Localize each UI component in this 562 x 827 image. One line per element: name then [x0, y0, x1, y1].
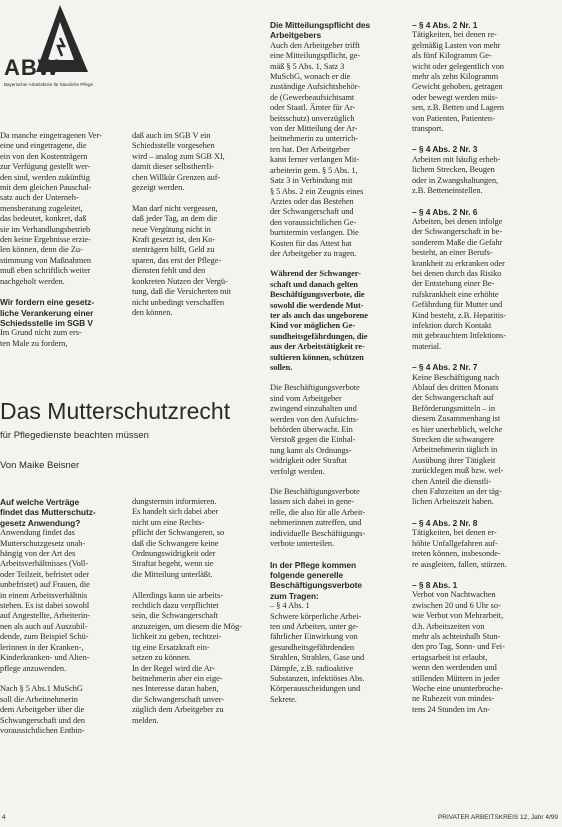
text-line: den voraussichtlichen Ge- — [270, 217, 357, 227]
text-line: oder in Zwangshaltungen, — [412, 175, 499, 185]
section-heading: Arbeitgebers — [270, 30, 322, 41]
text-line — [0, 674, 122, 684]
text-line: daß auch im SGB V ein — [132, 131, 211, 140]
paragraph-reference: – § 4 Abs. 2 Nr. 7 — [412, 362, 478, 373]
text-line: Die Beschäftigungsverbote — [270, 383, 360, 393]
text-line: sie im Verhandlungsbetrieb — [0, 224, 91, 234]
text-line: krankheit zu erkranken oder — [412, 258, 505, 268]
text-line: sollen. — [270, 363, 293, 372]
text-line: tens 24 Stunden im An- — [412, 704, 490, 714]
text-line: lerinnen in der Kranken-, — [0, 642, 84, 652]
text-line: sonderem Maße die Gefahr — [412, 237, 503, 247]
text-line: muß eben schriftlich weiter — [0, 266, 91, 276]
text-line: Auch den Arbeitgeber trifft — [270, 40, 360, 50]
text-line: Beschäftigungsverbote, die — [270, 290, 365, 300]
text-line: Mutterschutzgesetz unab- — [0, 538, 86, 548]
text-line: von Patienten, Patienten- — [412, 113, 495, 123]
text-line: wenn den werdenden und — [412, 663, 497, 673]
section-heading: Wir fordern eine gesetz- — [0, 297, 95, 308]
text-line: hängig von der Art des — [0, 549, 76, 559]
text-line: Arbeiten, bei denen infolge — [412, 216, 503, 226]
text-line: relle, die also für alle Arbeit- — [270, 507, 366, 517]
text-line: Kinderkranken- und Alten- — [0, 653, 90, 663]
text-line: Kosten für das Attest hat — [270, 238, 352, 248]
article-author: Von Maike Beisner — [0, 460, 80, 471]
text-line: in einem Arbeitsverhältnis — [0, 590, 88, 600]
text-line: eine Mitteilungspflicht, ge- — [270, 51, 361, 61]
text-line: z.B. Betteneinstellen. — [412, 186, 483, 196]
text-line: nicht unbedingt verschaffen — [132, 297, 224, 307]
text-line: Anwendung findet das — [0, 528, 75, 538]
text-line: setzen zu können. — [132, 653, 191, 663]
text-line: melden. — [132, 715, 159, 725]
text-line: len können, denn die Zu- — [0, 245, 83, 255]
text-line: besteht, an einer Berufs- — [412, 248, 493, 258]
text-line: der Arbeitgeber zu tragen. — [270, 248, 357, 258]
text-line: tig eine Ersatzkraft ein- — [132, 642, 210, 652]
text-line: re ausgleiten, fallen, stürzen. — [412, 559, 507, 569]
abw-logo — [0, 0, 118, 92]
text-line: zwischen 20 und 6 Uhr so- — [412, 600, 501, 610]
text-line: behörden überwacht. Ein — [270, 425, 353, 435]
text-line: zwingend einzuhalten und — [270, 404, 357, 414]
text-line: chen Fahrzeiten an der täg- — [412, 487, 502, 497]
text-line: Tätigkeiten, bei denen re- — [412, 30, 497, 40]
section-heading: liche Verankerung einer — [0, 307, 94, 318]
text-line: werden von den Aufsichts- — [270, 414, 359, 424]
text-line: Arbeiten mit häufig erheb- — [412, 154, 501, 164]
text-line: sultieren können, schützen — [270, 352, 364, 362]
text-line: neue Vergütung nicht in — [132, 224, 211, 234]
text-line: den pro Tag, Sonn- und Fei- — [412, 642, 505, 652]
section-heading: findet das Mutterschutz- — [0, 507, 96, 518]
text-line: Strahlen, Strahlen, Gase und — [270, 653, 365, 663]
text-line: ten und Arbeiten, unter ge- — [270, 621, 359, 631]
text-line: mehr als zehn Kilogramm — [412, 72, 499, 82]
text-line: mensberatung zugeleitet, — [0, 203, 83, 213]
text-line: Satz 3 in Verbindung mit — [270, 176, 353, 186]
text-line: sowohl die werdende Mut- — [270, 300, 364, 310]
text-line: voraussichtlichen Entbin- — [0, 725, 85, 735]
text-line: anzuzeigen, um diesem die Mög- — [132, 621, 242, 631]
text-line: es hier unerheblich, welche — [412, 424, 503, 434]
section-heading: zum Tragen: — [270, 590, 319, 601]
text-line: aus der Arbeitstätigkeit re- — [270, 342, 365, 352]
section-heading: Beschäftigungsverbote — [270, 580, 363, 591]
text-line: de (Gewerbeaufsichtsamt — [270, 92, 355, 102]
text-line: Man darf nicht vergessen, — [132, 203, 218, 213]
text-line: oder Teilzeit, befristet oder — [0, 569, 89, 579]
paragraph-reference: – § 4 Abs. 2 Nr. 6 — [412, 206, 478, 217]
text-line: der Schwangerschaft auf — [412, 393, 494, 403]
text-line: ten hat. Der Arbeitgeber — [270, 144, 350, 154]
text-line: stenträgern hilft, Geld zu — [132, 245, 215, 255]
text-line: Gefährdung für Mutter und — [412, 300, 503, 310]
text-line: daß die Schwangere keine — [132, 538, 219, 548]
text-line: ein von den Kostenträgern — [0, 151, 88, 161]
text-line: rufskrankheit eine erhöhte — [412, 289, 499, 299]
text-line: mit dem gleichen Pauschal- — [0, 183, 92, 193]
text-line: transport. — [412, 124, 444, 134]
text-line: Woche eine ununterbroche- — [412, 683, 504, 693]
text-line: Sekrete. — [270, 694, 297, 704]
footer-right: PRIVATER ARBEITSKREIS 12, Jahr 4/99 — [437, 814, 558, 821]
text-line: die Mitteilung unterläßt. — [132, 569, 213, 579]
column-1-bottom — [0, 497, 122, 736]
text-line: der Entstehung einer Be- — [412, 279, 495, 289]
text-line: verfolgt werden. — [270, 466, 325, 476]
paragraph-reference: – § 4 Abs. 2 Nr. 1 — [412, 20, 478, 30]
text-line: lichkeit zu geben, rechtzei- — [132, 632, 222, 642]
text-line: wird – analog zum SGB XI, — [132, 151, 225, 161]
text-line: gesundheitsgefährdenden — [270, 642, 354, 652]
text-line: lichen Arbeitszeit haben. — [412, 497, 494, 507]
text-line: lassen sich dabei in gene- — [270, 497, 355, 507]
text-line: nachgeholt werden. — [0, 276, 65, 286]
logo-text: ABW — [4, 55, 60, 80]
text-line: den sind, werden zukünftig — [0, 172, 90, 182]
column-4 — [412, 20, 550, 715]
text-line: höhte Unfallgefahren auf- — [412, 538, 498, 548]
text-line: Nach § 5 Abs.1 MuSchG — [0, 684, 83, 694]
text-line: Schwere körperliche Arbei- — [270, 611, 362, 621]
page-number: 4 — [2, 814, 6, 821]
text-line: infektion durch Kontakt — [412, 320, 492, 330]
text-line: arbeiterin gem. § 5 Abs. 1, — [270, 165, 358, 175]
text-line: die Schwangerschaft unver- — [132, 694, 225, 704]
text-line: kann ferner verlangen Mit- — [270, 155, 360, 165]
text-line: Körperausscheidungen und — [270, 684, 361, 694]
text-line: wie Verbot von Mehrarbeit, — [412, 611, 504, 621]
paragraph-reference: – § 4 Abs. 2 Nr. 3 — [412, 144, 478, 155]
column-3 — [270, 20, 396, 705]
text-line: beitsschutz) unverzüglich — [270, 113, 355, 123]
text-line: Strecken die schwangere — [412, 435, 495, 445]
text-line: diensten fehlt und den — [132, 266, 206, 276]
text-line: pflege anzuwenden. — [0, 663, 67, 673]
text-line: Substanzen, infektiöses Abs. — [270, 673, 365, 683]
column-2-bottom — [132, 497, 256, 726]
text-line: ne Ruhezeit von mindes- — [412, 694, 495, 704]
text-line: mehr als achteinhalb Stun- — [412, 631, 501, 641]
text-line: sind vom Arbeitgeber — [270, 393, 342, 403]
text-line: stillenden Müttern in jeder — [412, 673, 500, 683]
text-line: In der Regel wird die Ar- — [132, 663, 216, 673]
text-line: § 5 Abs. 2 ein Zeugnis eines — [270, 186, 364, 196]
text-line: Allerdings kann sie arbeits- — [132, 590, 223, 600]
text-line: damit dieser selbstherrli- — [132, 162, 214, 172]
section-heading: Schiedsstelle im SGB V — [0, 317, 93, 328]
paragraph-reference: – § 8 Abs. 1 — [412, 579, 458, 590]
text-line: zur Verfügung gestellt wer- — [0, 162, 91, 172]
text-line: als fünf Kilogramm Ge- — [412, 51, 492, 61]
text-line: Ausübung ihrer Tätigkeit — [412, 455, 496, 465]
text-line: den keine Ergebnisse erzie- — [0, 235, 91, 245]
article-title: Das Mutterschutzrecht — [0, 398, 231, 424]
text-line: ter als auch das ungeborene — [270, 310, 368, 320]
text-line: das bedeutet, konkret, daß — [0, 214, 87, 224]
text-line: Kind besteht, z.B. Hepatitis- — [412, 310, 506, 320]
text-line: Schiedsstelle vorgesehen — [132, 141, 215, 151]
text-line: unbefristet) auf Frauen, die — [0, 580, 90, 590]
text-line: sein, die Schwangerschaft — [132, 611, 218, 621]
text-line: oder Staatl. Ämter für Ar- — [270, 103, 356, 113]
text-line: pflicht der Schwangeren, so — [132, 528, 225, 538]
text-line: Arbeitsverhältnisses (Voll- — [0, 559, 89, 569]
text-line: schaft und danach gelten — [270, 279, 358, 289]
text-line: Es handelt sich dabei aber — [132, 507, 219, 517]
text-line: eine und eingetragene, die — [0, 141, 87, 151]
text-line: individuelle Beschäftigungs- — [270, 528, 366, 538]
text-line: stimmung von Maßnahmen — [0, 255, 92, 265]
section-heading: folgende generelle — [270, 569, 344, 580]
text-line: auf Angestellte, Arbeiterin- — [0, 611, 90, 621]
text-line: Ordnungswidrigkeit oder — [132, 549, 216, 559]
text-line: den können. — [132, 307, 173, 317]
text-line: mäß § 5 Abs. 1, Satz 3 — [270, 61, 345, 71]
text-line: daß jeder Tag, an dem die — [132, 214, 217, 224]
text-line: treten können, insbesonde- — [412, 549, 501, 559]
text-line — [132, 193, 256, 203]
text-line: chen Anteil die dienstli- — [412, 476, 491, 486]
text-line: konkreten Nutzen der Vergü- — [132, 276, 228, 286]
text-line: nen als auch auf Auszubil- — [0, 621, 88, 631]
text-line: widrigkeit oder Straftat — [270, 456, 347, 466]
text-line: Dämpfe, z.B. radioaktive — [270, 663, 354, 673]
text-line: nehmerinnen zutreffen, und — [270, 518, 362, 528]
text-line: – § 4 Abs. 1 — [270, 601, 310, 611]
text-line: tung kann als Ordnungs- — [270, 445, 352, 455]
column-1-top — [0, 131, 122, 349]
text-line: d.h. Arbeitszeiten von — [412, 621, 485, 631]
text-line: ertagsarbeit ist erlaubt, — [412, 652, 488, 662]
text-line: von der Mitteilung der Ar- — [270, 124, 358, 134]
text-line: Ablauf des dritten Monats — [412, 383, 499, 392]
text-line: lichem Strecken, Beugen — [412, 165, 495, 175]
text-line — [132, 580, 256, 590]
section-heading: gesetz Anwendung? — [0, 517, 81, 528]
text-line: Verbot von Nachtwachen — [412, 590, 496, 600]
column-2-top — [132, 131, 256, 318]
text-line: satz auch der Unterneh- — [0, 193, 79, 203]
logo-tagline: Bayerischer Arbeitskreis für häusliche Pflege — [4, 82, 94, 87]
text-line: Während der Schwanger- — [270, 269, 361, 279]
section-heading: In der Pflege kommen — [270, 559, 357, 570]
text-line: gelmäßig Lasten von mehr — [412, 40, 501, 50]
text-line: beitnehmerin zu unterrich- — [270, 134, 358, 144]
text-line: dem Arbeitgeber über die — [0, 705, 85, 715]
text-line: mit gebrauchtem Infektions- — [412, 331, 507, 341]
text-line: chen Willkür Grenzen auf- — [132, 172, 221, 182]
text-line: dende, zum Beispiel Schü- — [0, 632, 89, 642]
text-line: soll die Arbeitnehmerin — [0, 694, 78, 704]
text-line: MuSchG, wonach er die — [270, 72, 351, 82]
text-line: diesem Zusammenhang ist — [412, 414, 501, 424]
text-line: sundheitsgefährdungen, die — [270, 331, 368, 341]
text-line: Arbeitnehmerin täglich in — [412, 445, 498, 455]
text-line: ten Male zu fordern, — [0, 338, 68, 348]
text-line: sen, z.B. Betten und Lagern — [412, 103, 504, 113]
text-line: dungstermin informieren. — [132, 497, 217, 506]
text-line: verbote unterteilen. — [270, 539, 335, 549]
text-line: oder bewegt werden müs- — [412, 92, 498, 102]
text-line: Schwangerschaft und den — [0, 715, 85, 725]
text-line: zuständige Aufsichtsbehör- — [270, 82, 360, 92]
text-line: der Schwangerschaft und — [270, 207, 354, 217]
text-line: zurücklegen muß bzw. wel- — [412, 466, 504, 476]
text-line: material. — [412, 341, 442, 351]
paragraph-reference: – § 4 Abs. 2 Nr. 8 — [412, 517, 478, 528]
text-line: Kraft gesetzt ist, den Ko- — [132, 235, 216, 245]
article-subtitle: für Pflegedienste beachten müssen — [0, 430, 149, 441]
text-line: beitnehmerin aber ein eige- — [132, 673, 223, 683]
text-line: tung, daß die Versicherten mit — [132, 287, 232, 297]
text-line: rechtlich dazu verpflichtet — [132, 601, 219, 611]
text-line: Da manche eingetragenen Ver- — [0, 131, 102, 140]
text-line: Verstoß gegen die Einhal- — [270, 435, 356, 445]
text-line: gezeigt werden. — [132, 183, 185, 193]
text-line: fährlicher Einwirkung von — [270, 632, 358, 642]
text-line: Kind vor möglichen Ge- — [270, 321, 356, 331]
text-line: Arztes oder das Bestehen — [270, 196, 354, 206]
text-line: züglich dem Arbeitgeber zu — [132, 705, 224, 715]
text-line: der Schwangerschaft in be- — [412, 227, 503, 237]
text-line: Gewicht gehoben, getragen — [412, 82, 503, 92]
text-line: Keine Beschäftigung nach — [412, 372, 500, 382]
text-line: nes Interesse daran haben, — [132, 684, 219, 694]
text-line: Straftat begeht, wenn sie — [132, 559, 214, 569]
section-heading: Die Mitteilungspflicht des — [270, 20, 371, 30]
text-line: Beförderungsmitteln – in — [412, 403, 496, 413]
text-line: bei denen durch das Risiko — [412, 268, 502, 278]
text-line: Die Beschäftigungsverbote — [270, 487, 360, 497]
text-line: nicht um eine Rechts- — [132, 517, 205, 527]
text-line: Tätigkeiten, bei denen er- — [412, 528, 497, 538]
text-line: sparen, das erst der Pflege- — [132, 255, 222, 265]
text-line: Im Grund nicht zum ers- — [0, 328, 82, 338]
text-line: burtstermin verlangen. Die — [270, 228, 359, 238]
section-heading: Auf welche Verträge — [0, 497, 80, 507]
text-line: stehen. Es ist dabei sowohl — [0, 601, 90, 611]
text-line: wicht oder gelegentlich von — [412, 61, 504, 71]
